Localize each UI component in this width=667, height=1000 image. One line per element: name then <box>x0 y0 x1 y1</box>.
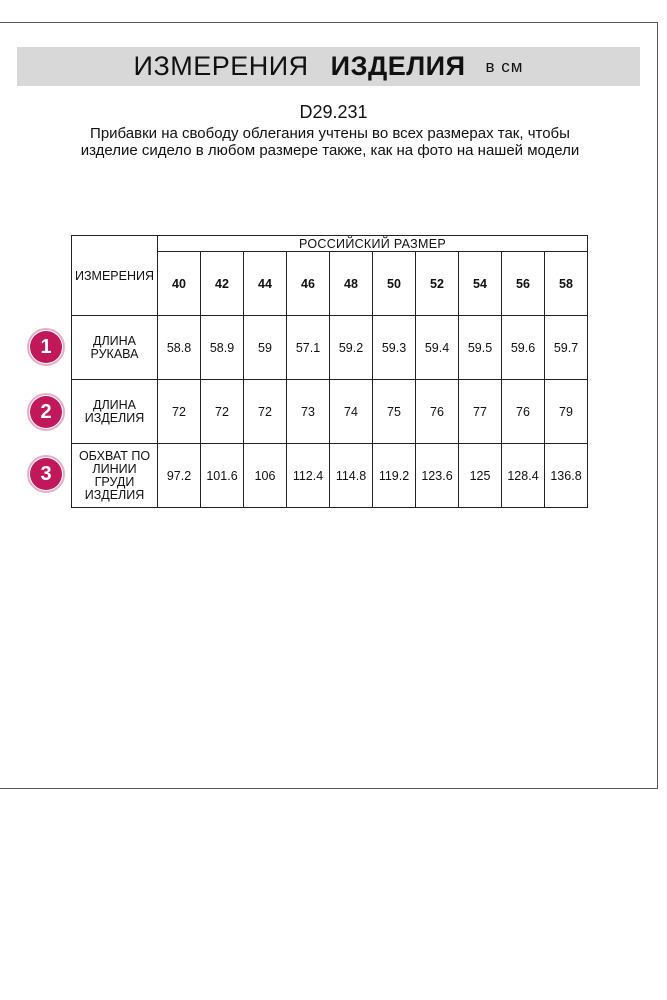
size-group-header: РОССИЙСКИЙ РАЗМЕР <box>158 236 588 252</box>
header-bar <box>17 47 640 86</box>
table-cell: 74 <box>330 380 373 444</box>
table-cell: 77 <box>459 380 502 444</box>
size-header: 44 <box>244 252 287 316</box>
table-cell: 76 <box>502 380 545 444</box>
table-cell: 72 <box>244 380 287 444</box>
size-header: 58 <box>545 252 588 316</box>
table-cell: 97.2 <box>158 444 201 508</box>
row-number-badge: 3 <box>30 458 62 490</box>
table-cell: 76 <box>416 380 459 444</box>
fit-note: Прибавки на свободу облегания учтены во всех размерах так, чтобы изделие сидело в любом размере также, как на фото на нашей модели <box>80 125 580 159</box>
table-cell: 136.8 <box>545 444 588 508</box>
row-number-badge: 1 <box>30 331 62 363</box>
measurements-header: ИЗМЕРЕНИЯ <box>72 236 158 316</box>
table-cell: 73 <box>287 380 330 444</box>
table-row <box>72 316 588 380</box>
table-cell: 79 <box>545 380 588 444</box>
table-cell: 128.4 <box>502 444 545 508</box>
size-table <box>71 235 588 508</box>
table-cell: 59 <box>244 316 287 380</box>
table-cell: 119.2 <box>373 444 416 508</box>
size-header: 42 <box>201 252 244 316</box>
table-cell: 72 <box>201 380 244 444</box>
table-row <box>72 380 588 444</box>
size-header: 56 <box>502 252 545 316</box>
size-header: 54 <box>459 252 502 316</box>
title-regular: ИЗМЕРЕНИЯ <box>133 51 309 81</box>
size-header: 46 <box>287 252 330 316</box>
table-row <box>72 444 588 508</box>
row-label: ДЛИНА РУКАВА <box>72 316 158 380</box>
table-cell: 72 <box>158 380 201 444</box>
table-cell: 59.3 <box>373 316 416 380</box>
title-bold: ИЗДЕЛИЯ <box>330 51 466 81</box>
row-number-badge: 2 <box>30 396 62 428</box>
table-cell: 59.7 <box>545 316 588 380</box>
row-label: ДЛИНА ИЗДЕЛИЯ <box>72 380 158 444</box>
table-cell: 75 <box>373 380 416 444</box>
size-header: 50 <box>373 252 416 316</box>
table-cell: 58.9 <box>201 316 244 380</box>
table-cell: 123.6 <box>416 444 459 508</box>
table-cell: 59.6 <box>502 316 545 380</box>
table-cell: 59.2 <box>330 316 373 380</box>
table-cell: 106 <box>244 444 287 508</box>
table-cell: 59.5 <box>459 316 502 380</box>
table-cell: 59.4 <box>416 316 459 380</box>
size-header: 40 <box>158 252 201 316</box>
size-header: 48 <box>330 252 373 316</box>
table-cell: 114.8 <box>330 444 373 508</box>
table-cell: 57.1 <box>287 316 330 380</box>
product-code: D29.231 <box>299 102 368 122</box>
table-cell: 101.6 <box>201 444 244 508</box>
table-cell: 125 <box>459 444 502 508</box>
table-cell: 112.4 <box>287 444 330 508</box>
size-header: 52 <box>416 252 459 316</box>
row-label: ОБХВАТ ПО ЛИНИИ ГРУДИ ИЗДЕЛИЯ <box>72 444 158 508</box>
table-cell: 58.8 <box>158 316 201 380</box>
title-unit: в см <box>485 56 524 76</box>
